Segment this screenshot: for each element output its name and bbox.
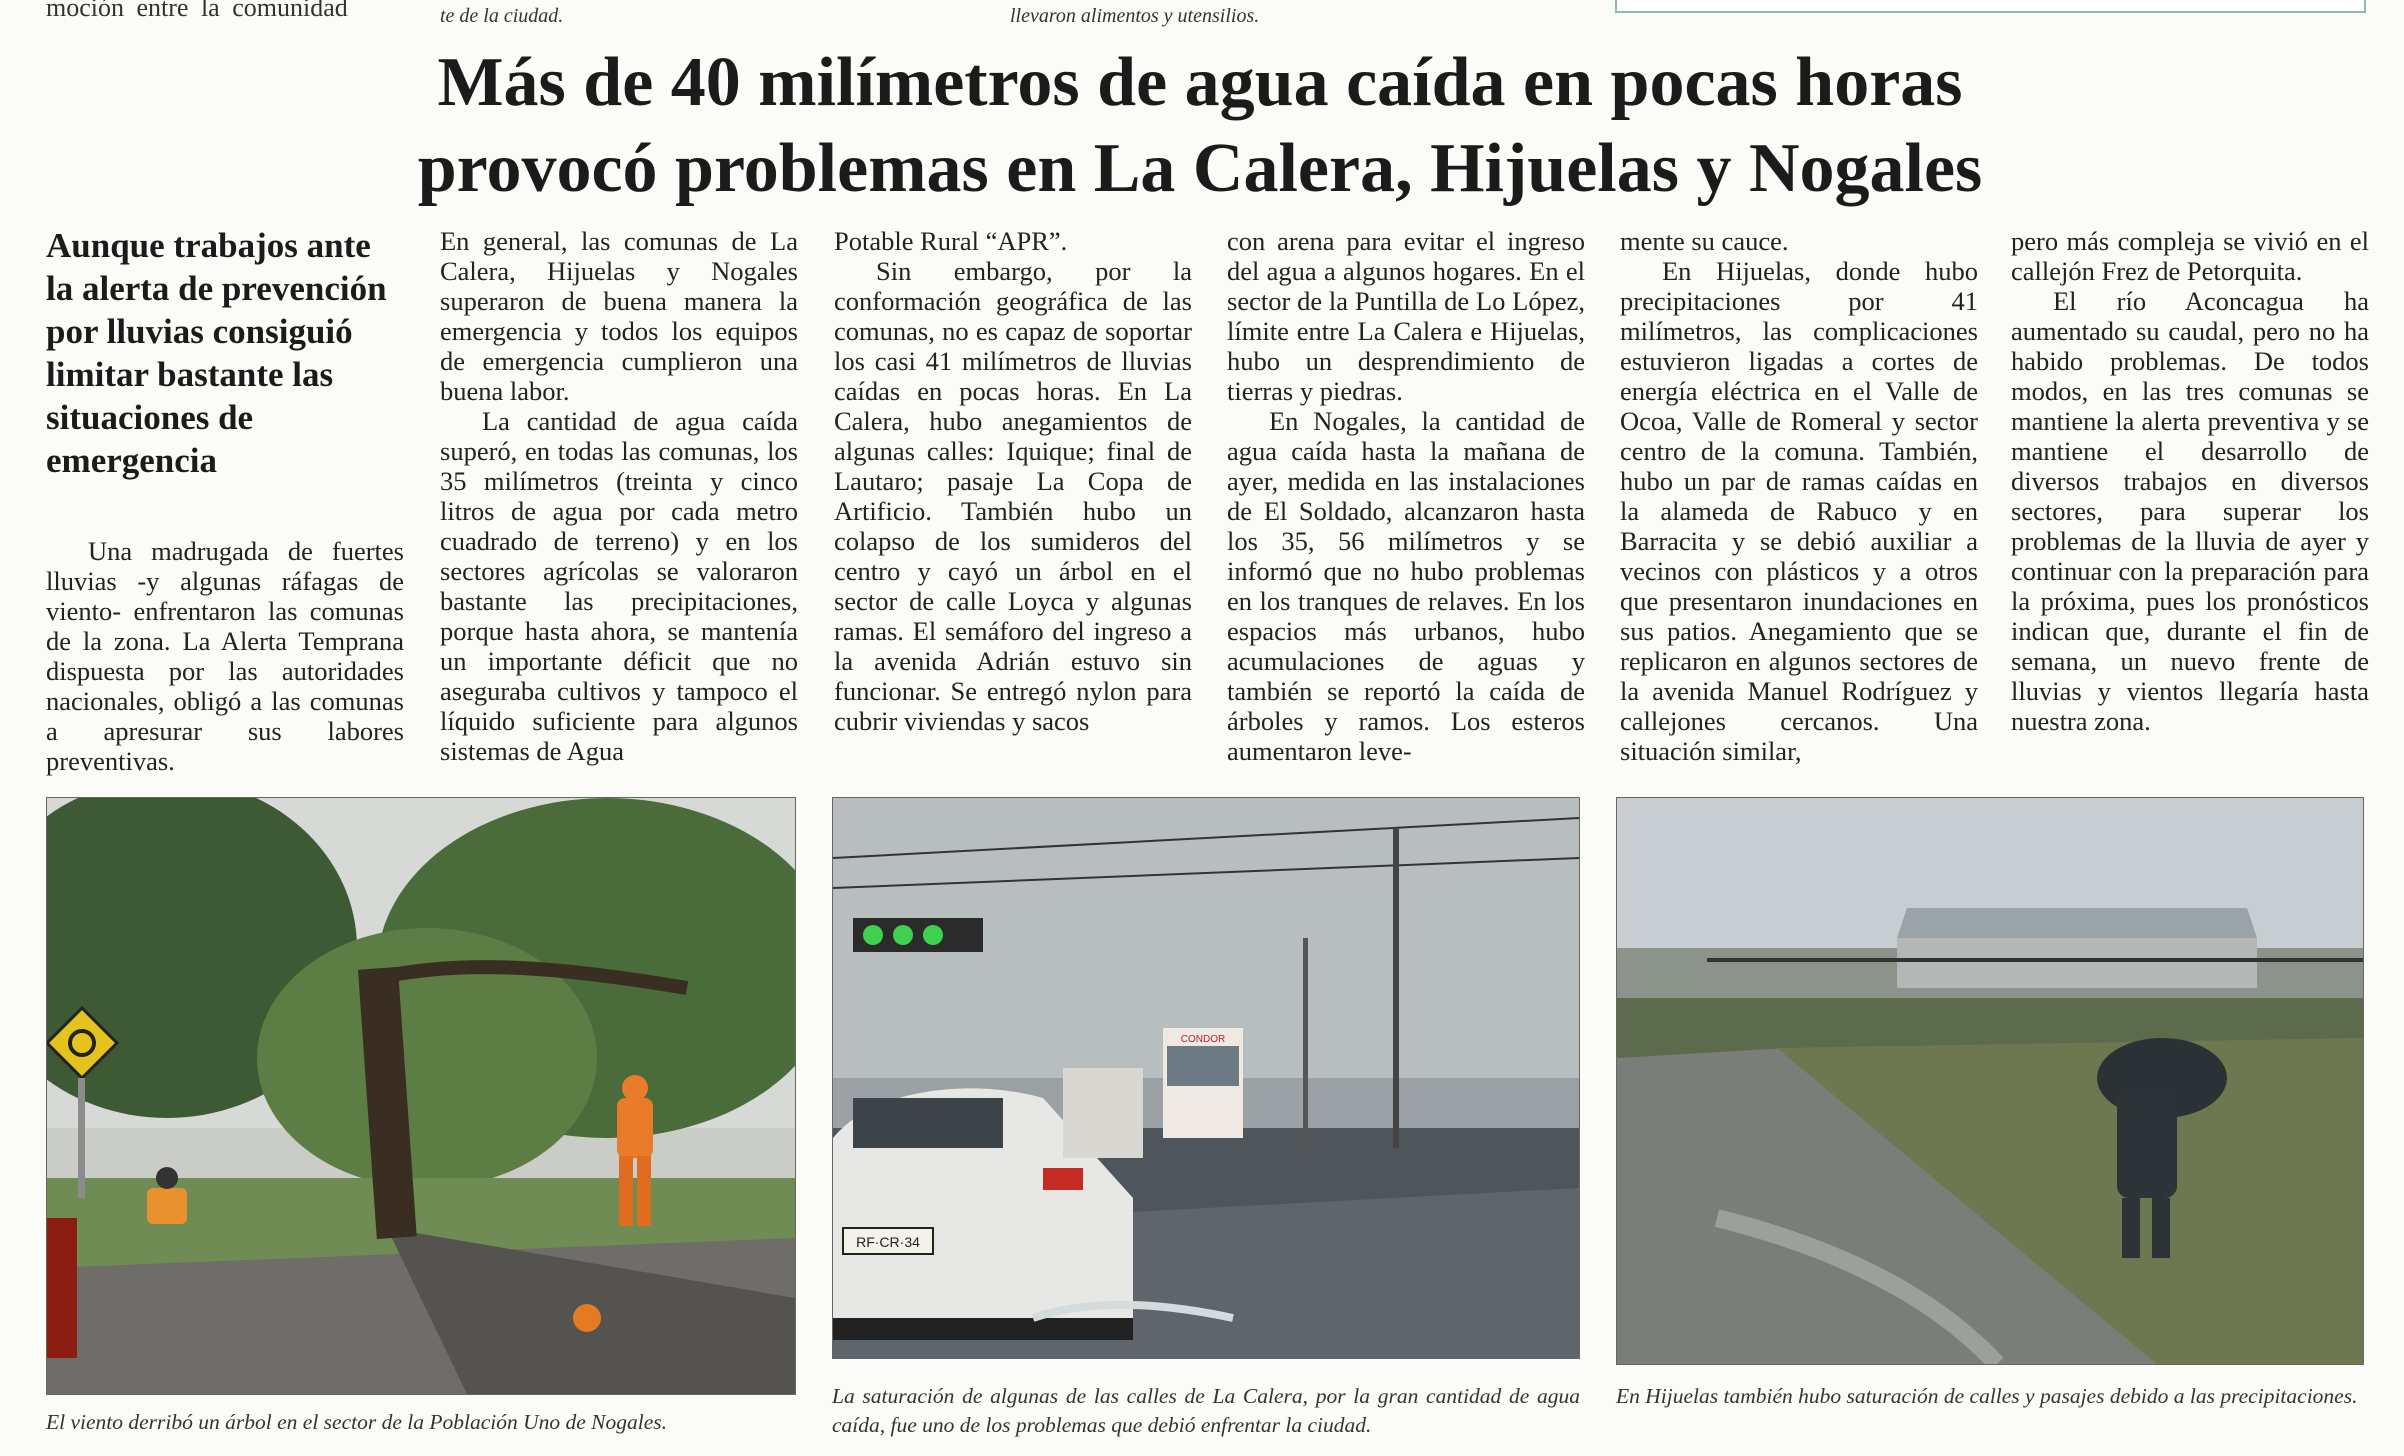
column-6-paragraph-2: El río Aconcagua ha aumentado su caudal, pero no ha habido problemas. De todos modos, en las tres comunas se mantiene la alerta preventiva y se mantiene el desarrollo de diversos trabajos en diversos sectores, para superar los problemas de la lluvia de ayer y continuar con la preparación para la próxima, pues los pronósticos indican que, durante el fin de semana, un nuevo frente de lluvias y vientos llegaría hasta nuestra zona. [2011,286,2369,736]
column-2-paragraph-1: En general, las comunas de La Calera, Hijuelas y Nogales superaron de buena manera la emergencia y todos los equipos de emergencia cumplieron una buena labor. [440,226,798,406]
top-fragment-left: moción entre la comunidad [46,0,348,22]
bus [1163,1028,1243,1138]
column-4-paragraph-2: En Nogales, la cantidad de agua caída hasta la mañana de ayer, medida en las instalaciones de El Soldado, alcanzaron hasta los 35, 56 milímetros y se informó que no hubo problemas en los tranques de relaves. En los espacios más urbanos, hubo acumulaciones de aguas y también se reportó la caída de árboles y ramos. Los esteros aumentaron leve- [1227,406,1585,766]
headline-line-1: Más de 40 milímetros de agua caída en pocas horas [437,44,1963,121]
headline-line-2: provocó problemas en La Calera, Hijuelas y Nogales [417,130,1983,207]
column-2-paragraph-2: La cantidad de agua caída superó, en todas las comunas, los 35 milímetros (treinta y cinco litros de agua por cada metro cuadrado de terreno) y en los sectores agrícolas se valoraron bastante las precipitaciones, porque hasta ahora, se mantenía un importante déficit que no aseguraba cultivos y tampoco el líquido suficiente para algunos sistemas de Agua [440,406,798,766]
column-4-paragraph-1: con arena para evitar el ingreso del agua a algunos hogares. En el sector de la Puntilla de Lo López, límite entre La Calera e Hijuelas, hubo un desprendimiento de tierras y piedras. [1227,226,1585,406]
subheadline: Aunque trabajos ante la alerta de prevención por lluvias consiguió limitar bastante las situaciones de emergencia [46,226,387,480]
column-5-paragraph-2: En Hijuelas, donde hubo precipitaciones por 41 milímetros, las complicaciones estuvieron ligadas a cortes de energía eléctrica en el Valle de Ocoa, Valle de Romeral y sector centro de la comuna. También, hubo un par de ramas caídas en la alameda de Rabuco y en Barracita y se debió auxiliar a vecinos con plásticos y a otros que presentaron inundaciones en sus patios. Anegamiento que se replicaron en algunos sectores de la avenida Manuel Rodríguez y callejones cercanos. Una situación similar, [1620,256,1978,766]
traffic-light-left [853,918,983,952]
column-5-paragraph-1: mente su cauce. [1620,226,1789,256]
column-6 [2011,226,2369,774]
column-6-paragraph-1: pero más compleja se vivió en el callejón Frez de Petorquita. [2011,226,2369,286]
bus-sign: CONDOR [1180,1034,1226,1045]
column-2 [440,226,798,774]
license-plate: RF·CR·34 [856,1234,920,1250]
photo-fallen-tree [46,797,796,1395]
column-1 [46,536,404,776]
photo-hijuelas-lane [1616,797,2364,1365]
photo-1-caption: El viento derribó un árbol en el sector de la Población Uno de Nogales. [46,1410,668,1434]
photo-3-caption: En Hijuelas también hubo saturación de calles y pasajes debido a las precipitaciones. [1616,1384,2358,1408]
top-fragment-right: llevaron alimentos y utensilios. [1010,5,1260,27]
top-box-frame [1615,0,2366,13]
column-3-paragraph-1: Potable Rural “APR”. [834,226,1068,256]
photo-2-caption: La saturación de algunas de las calles de La Calera, por la gran cantidad de agua caída, fue uno de los problemas que debió enfrentar la ciudad. [832,1384,1580,1437]
headline [300,40,2100,212]
column-5 [1620,226,1978,774]
column-1-paragraph: Una madrugada de fuertes lluvias -y algunas ráfagas de viento- enfrentaron las comunas de la zona. La Alerta Temprana dispuesta por las autoridades nacionales, obligó a las comunas a apresurar sus labores preventivas. [46,536,404,776]
column-3-paragraph-2: Sin embargo, por la conformación geográfica de las comunas, no es capaz de soportar los casi 41 milímetros de lluvias caídas en pocas horas. En La Calera, hubo anegamientos de algunas calles: Iquique; final de Lautaro; pasaje La Copa de Artificio. También hubo un colapso de los sumideros del centro y cayó un árbol en el sector de calle Loyca y algunas ramas. El semáforo del ingreso a la avenida Adrián estuvo sin funcionar. Se entregó nylon para cubrir viviendas y sacos [834,256,1192,736]
top-fragment-middle: te de la ciudad. [440,5,564,27]
column-3 [834,226,1192,774]
photo-flooded-street [832,797,1580,1359]
column-4 [1227,226,1585,774]
